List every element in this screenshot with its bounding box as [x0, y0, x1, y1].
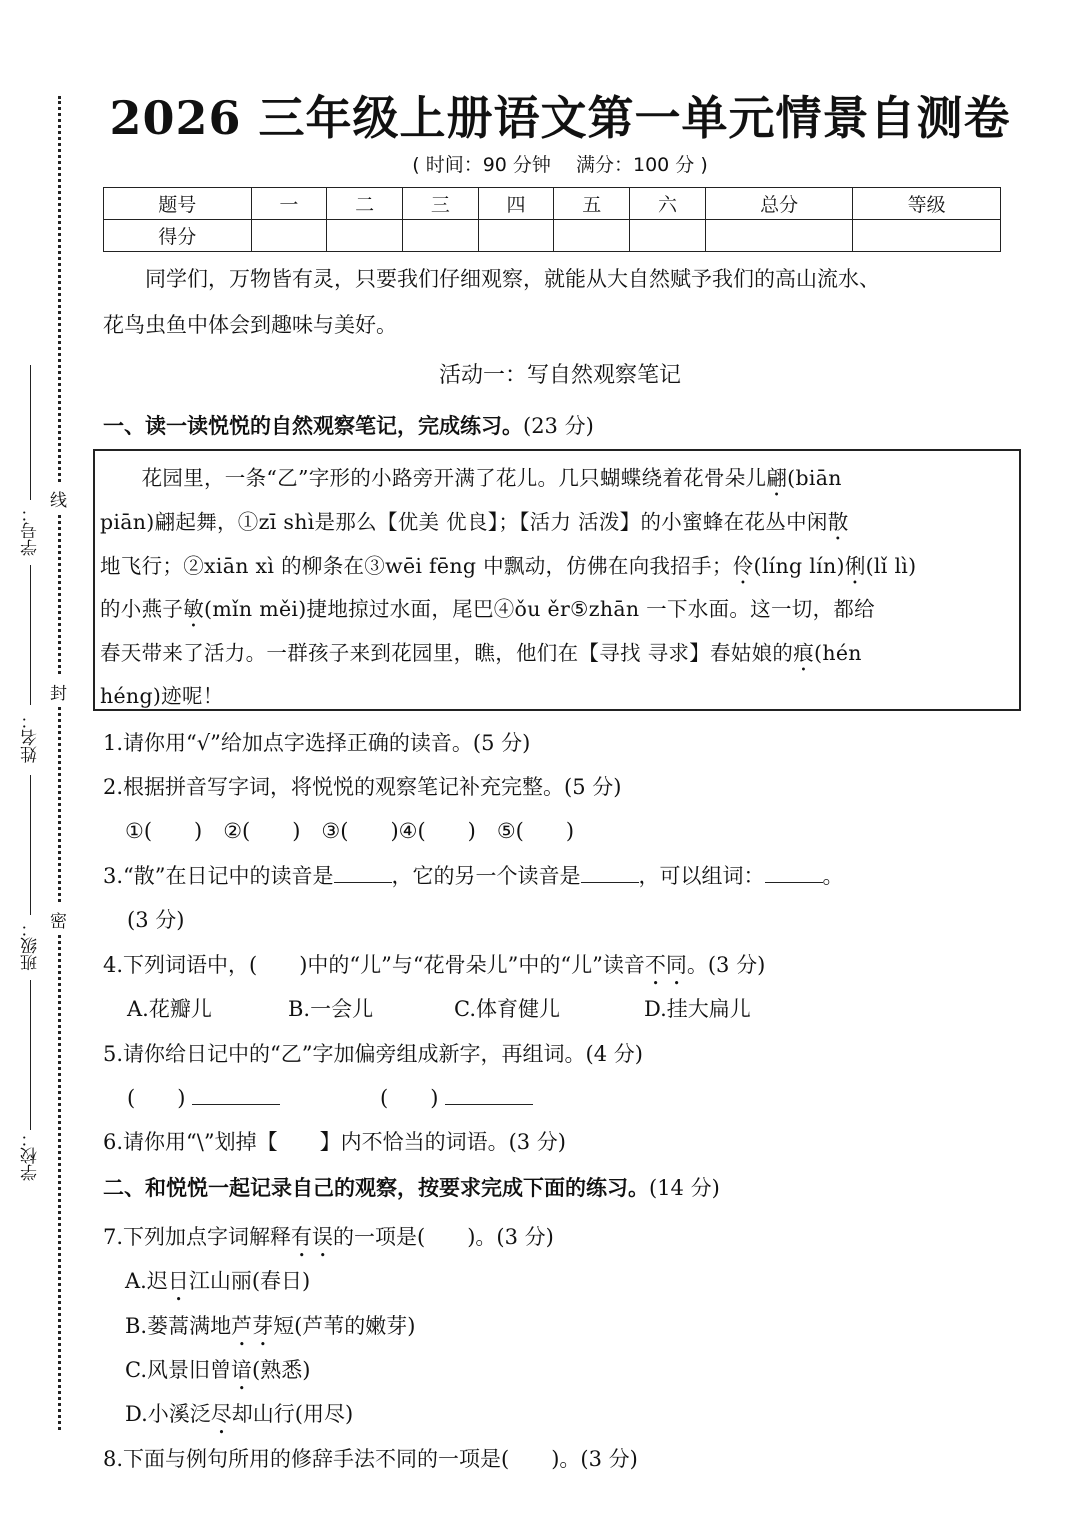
id-label: 学号： — [21, 505, 41, 556]
question-4: 4.下列词语中，( )中的“儿”与“花骨朵儿”中的“儿”读音不同。(3 分) — [103, 953, 766, 977]
feng-char: 封 — [50, 677, 67, 706]
answer-blank[interactable] — [765, 864, 823, 883]
score-cell[interactable] — [327, 220, 403, 252]
section-2-points: (14 分) — [649, 1176, 720, 1200]
mi-char: 密 — [50, 905, 67, 934]
question-1: 1.请你用“√”给加点字选择正确的读音。(5 分) — [103, 731, 531, 755]
score-cell[interactable] — [478, 220, 554, 252]
intro-line-1: 同学们，万物皆有灵，只要我们仔细观察，就能从大自然赋予我们的高山流水、 — [103, 267, 880, 291]
name-label: 姓名： — [21, 712, 41, 763]
school-label: 学校： — [21, 1130, 41, 1181]
score-cell[interactable] — [251, 220, 327, 252]
section-2-heading — [103, 1172, 720, 1202]
score-row-label: 得分 — [104, 220, 252, 252]
question-3-points: (3 分) — [127, 908, 185, 932]
binding-dotted-line — [58, 96, 61, 1430]
passage-line-1: 花园里，一条“乙”字形的小路旁开满了花儿。几只蝴蝶绕着花骨朵儿翩(biān — [100, 466, 842, 490]
score-header-cell: 一 — [251, 188, 327, 220]
page-title: 2026 三年级上册语文第一单元情景自测卷 — [109, 91, 1011, 145]
name-line — [30, 565, 31, 705]
dotted-char: 有误 — [291, 1225, 334, 1249]
section-1-heading — [103, 410, 594, 440]
id-line — [30, 365, 31, 500]
passage-line-4: 的小燕子敏(mǐn měi)捷地掠过水面，尾巴④ǒu ěr⑤zhān 一下水面。这一切，都给 — [100, 597, 875, 621]
score-header-cell: 总分 — [705, 188, 853, 220]
score-table — [103, 187, 1001, 252]
score-cell[interactable] — [705, 220, 853, 252]
class-line — [30, 775, 31, 915]
section-1-points: (23 分) — [523, 414, 594, 438]
passage-line-3: 地飞行；②xiān xì 的柳条在③wēi fēng 中飘动，仿佛在向我招手；伶(líng lín)俐(lǐ lì) — [100, 554, 917, 578]
section-2-title: 二、和悦悦一起记录自己的观察，按要求完成下面的练习。 — [103, 1176, 649, 1200]
page-subtitle: ( 时间：90 分钟 满分：100 分 ) — [412, 154, 708, 176]
score-header-row — [104, 188, 1001, 220]
passage-line-5: 春天带来了活力。一群孩子来到花园里，瞧，他们在【寻找 寻求】春姑娘的痕(hén — [100, 641, 862, 665]
score-header-cell: 等级 — [853, 188, 1001, 220]
score-header-cell: 五 — [554, 188, 630, 220]
question-2-blanks[interactable]: ①( ) ②( ) ③( )④( ) ⑤( ) — [125, 819, 575, 843]
q7-option-b[interactable]: B.蒌蒿满地芦芽短(芦苇的嫩芽) — [125, 1314, 416, 1338]
score-cell[interactable] — [630, 220, 706, 252]
question-5-answer-2[interactable]: ( ) — [380, 1082, 533, 1112]
question-7: 7.下列加点字词解释有误的一项是( )。(3 分) — [103, 1225, 554, 1249]
q7-option-a[interactable]: A.迟日江山丽(春日) — [125, 1269, 311, 1293]
class-label: 班级： — [21, 920, 41, 971]
question-2: 2.根据拼音写字词，将悦悦的观察笔记补充完整。(5 分) — [103, 775, 622, 799]
score-cell[interactable] — [554, 220, 630, 252]
score-header-cell: 二 — [327, 188, 403, 220]
question-3: 3.“散”在日记中的读音是 ，它的另一个读音是 ，可以组词： 。 — [103, 864, 844, 888]
question-8: 8.下面与例句所用的修辞手法不同的一项是( )。(3 分) — [103, 1447, 638, 1471]
question-6: 6.请你用“\”划掉【 】内不恰当的词语。(3 分) — [103, 1130, 567, 1154]
option-b[interactable]: B.一会儿 — [288, 997, 374, 1021]
dotted-char: 痕 — [793, 641, 815, 665]
score-header-cell: 六 — [630, 188, 706, 220]
q7-option-d[interactable]: D.小溪泛尽却山行(用尽) — [125, 1402, 354, 1426]
dotted-char: 散 — [827, 510, 849, 534]
option-a[interactable]: A.花瓣儿 — [127, 997, 212, 1021]
passage-line-6: héng)迹呢！ — [100, 684, 224, 708]
dotted-char: 翩 — [766, 466, 788, 490]
intro-line-2: 花鸟虫鱼中体会到趣味与美好。 — [103, 313, 397, 337]
question-5-answer-1[interactable]: ( ) — [127, 1082, 280, 1112]
score-cell[interactable] — [402, 220, 478, 252]
answer-blank[interactable] — [334, 864, 392, 883]
passage-line-2: piān)翩起舞，①zī shì是那么【优美 优良】；【活力 活泼】的小蜜蜂在花丛中闲散 — [100, 510, 849, 534]
option-c[interactable]: C.体育健儿 — [454, 997, 560, 1021]
dotted-char: 伶 — [732, 554, 754, 578]
dotted-char: 不同 — [644, 953, 687, 977]
question-5: 5.请你给日记中的“乙”字加偏旁组成新字，再组词。(4 分) — [103, 1042, 643, 1066]
score-header-cell: 三 — [402, 188, 478, 220]
q7-option-c[interactable]: C.风景旧曾谙(熟悉) — [125, 1358, 311, 1382]
option-d[interactable]: D.挂大扁儿 — [644, 997, 751, 1021]
dotted-char: 敏 — [183, 597, 205, 621]
school-line — [30, 980, 31, 1130]
activity-title: 活动一：写自然观察笔记 — [438, 363, 681, 388]
xian-char: 线 — [50, 484, 67, 513]
answer-blank[interactable] — [581, 864, 639, 883]
section-1-title: 一、读一读悦悦的自然观察笔记，完成练习。 — [103, 414, 523, 438]
score-cell[interactable] — [853, 220, 1001, 252]
score-header-cell: 题号 — [104, 188, 252, 220]
score-row — [104, 220, 1001, 252]
dotted-char: 俐 — [844, 554, 866, 578]
score-header-cell: 四 — [478, 188, 554, 220]
